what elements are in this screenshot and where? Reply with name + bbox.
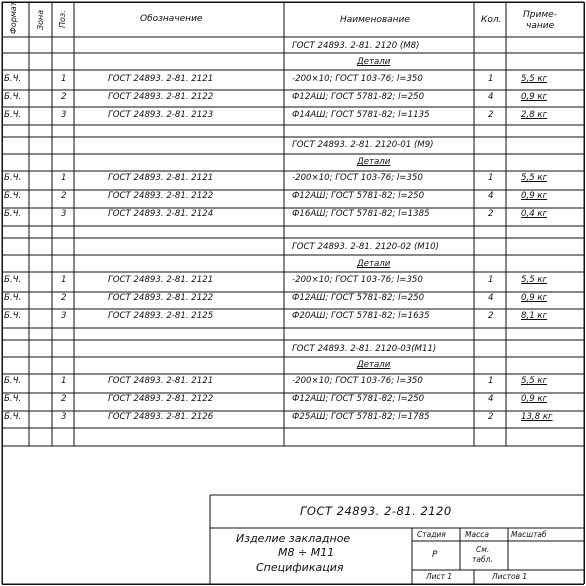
format-cell: Б.Ч.	[4, 311, 22, 321]
quantity-cell: 1	[488, 173, 494, 183]
quantity-cell: 4	[488, 191, 494, 201]
format-cell: Б.Ч.	[4, 412, 22, 422]
format-cell: Б.Ч.	[4, 275, 22, 285]
name-cell: Ф20АШ; ГОСТ 5781-82; l=1635	[292, 311, 430, 321]
name-cell: Ф12АШ; ГОСТ 5781-82; l=250	[292, 92, 425, 102]
designation-cell: ГОСТ 24893. 2-81. 2123	[108, 110, 214, 120]
designation-cell: ГОСТ 24893. 2-81. 2122	[108, 92, 214, 102]
quantity-cell: 1	[488, 376, 494, 386]
position-cell: 2	[61, 293, 67, 303]
designation-cell: ГОСТ 24893. 2-81. 2126	[108, 412, 214, 422]
group-title: ГОСТ 24893. 2-81. 2120-03(М11)	[292, 344, 437, 354]
format-cell: Б.Ч.	[4, 92, 22, 102]
note-cell: 13,8 кг	[521, 412, 553, 422]
quantity-cell: 4	[488, 394, 494, 404]
designation-cell: ГОСТ 24893. 2-81. 2121	[108, 275, 214, 285]
product-name-line2: М8 ÷ М11	[278, 546, 335, 559]
section-title: Детали	[357, 360, 391, 370]
format-cell: Б.Ч.	[4, 376, 22, 386]
position-cell: 3	[61, 209, 67, 219]
header-note-line2: чание	[526, 21, 555, 31]
note-cell: 0,9 кг	[521, 293, 548, 303]
designation-cell: ГОСТ 24893. 2-81. 2124	[108, 209, 214, 219]
note-cell: 8,1 кг	[521, 311, 548, 321]
header-position: Поз.	[58, 10, 67, 28]
name-cell: -200×10; ГОСТ 103-76; l=350	[292, 173, 423, 183]
name-cell: Ф14АШ; ГОСТ 5781-82; l=1135	[292, 110, 430, 120]
designation-cell: ГОСТ 24893. 2-81. 2121	[108, 376, 214, 386]
position-cell: 2	[61, 394, 67, 404]
name-cell: -200×10; ГОСТ 103-76; l=350	[292, 74, 423, 84]
format-cell: Б.Ч.	[4, 74, 22, 84]
position-cell: 1	[61, 275, 67, 285]
position-cell: 1	[61, 376, 67, 386]
position-cell: 3	[61, 311, 67, 321]
note-cell: 5,5 кг	[521, 376, 548, 386]
header-note-line1: Приме-	[523, 10, 557, 20]
header-zone: Зона	[36, 9, 45, 30]
position-cell: 1	[61, 173, 67, 183]
designation-cell: ГОСТ 24893. 2-81. 2122	[108, 293, 214, 303]
mass-value-line2: табл.	[472, 555, 493, 564]
header-name: Наименование	[340, 15, 410, 25]
sheet-count: Листов 1	[492, 572, 528, 581]
note-cell: 0,4 кг	[521, 209, 548, 219]
note-cell: 0,9 кг	[521, 92, 548, 102]
note-cell: 5,5 кг	[521, 74, 548, 84]
note-cell: 2,8 кг	[521, 110, 548, 120]
format-cell: Б.Ч.	[4, 293, 22, 303]
quantity-cell: 1	[488, 275, 494, 285]
note-cell: 0,9 кг	[521, 394, 548, 404]
stage-value: Р	[432, 550, 438, 560]
group-title: ГОСТ 24893. 2-81. 2120-01 (М9)	[292, 140, 434, 150]
designation-cell: ГОСТ 24893. 2-81. 2122	[108, 191, 214, 201]
name-cell: Ф12АШ; ГОСТ 5781-82; l=250	[292, 293, 425, 303]
designation-cell: ГОСТ 24893. 2-81. 2122	[108, 394, 214, 404]
note-cell: 5,5 кг	[521, 173, 548, 183]
product-name-line1: Изделие закладное	[236, 532, 351, 545]
name-cell: -200×10; ГОСТ 103-76; l=350	[292, 275, 423, 285]
header-quantity: Кол.	[481, 15, 502, 25]
scale-label: Масштаб	[511, 530, 547, 539]
position-cell: 3	[61, 412, 67, 422]
sheet-number: Лист 1	[426, 572, 453, 581]
header-designation: Обозначение	[140, 14, 203, 24]
document-type: Спецификация	[256, 561, 344, 574]
header-format: Формат	[9, 1, 18, 34]
designation-cell: ГОСТ 24893. 2-81. 2121	[108, 173, 214, 183]
doc-number: ГОСТ 24893. 2-81. 2120	[300, 504, 452, 518]
position-cell: 2	[61, 191, 67, 201]
designation-cell: ГОСТ 24893. 2-81. 2125	[108, 311, 214, 321]
section-title: Детали	[357, 259, 391, 269]
format-cell: Б.Ч.	[4, 209, 22, 219]
quantity-cell: 1	[488, 74, 494, 84]
mass-value-line1: См.	[476, 545, 490, 554]
name-cell: Ф12АШ; ГОСТ 5781-82; l=250	[292, 191, 425, 201]
section-title: Детали	[357, 57, 391, 67]
format-cell: Б.Ч.	[4, 173, 22, 183]
format-cell: Б.Ч.	[4, 110, 22, 120]
name-cell: Ф12АШ; ГОСТ 5781-82; l=250	[292, 394, 425, 404]
quantity-cell: 2	[488, 311, 494, 321]
quantity-cell: 2	[488, 209, 494, 219]
group-title: ГОСТ 24893. 2-81. 2120-02 (М10)	[292, 242, 439, 252]
note-cell: 0,9 кг	[521, 191, 548, 201]
quantity-cell: 4	[488, 293, 494, 303]
format-cell: Б.Ч.	[4, 191, 22, 201]
position-cell: 3	[61, 110, 67, 120]
name-cell: Ф25АШ; ГОСТ 5781-82; l=1785	[292, 412, 430, 422]
mass-label: Масса	[465, 530, 489, 539]
group-title: ГОСТ 24893. 2-81. 2120 (М8)	[292, 41, 420, 51]
name-cell: -200×10; ГОСТ 103-76; l=350	[292, 376, 423, 386]
name-cell: Ф16АШ; ГОСТ 5781-82; l=1385	[292, 209, 430, 219]
quantity-cell: 2	[488, 412, 494, 422]
section-title: Детали	[357, 157, 391, 167]
position-cell: 2	[61, 92, 67, 102]
format-cell: Б.Ч.	[4, 394, 22, 404]
position-cell: 1	[61, 74, 67, 84]
stage-label: Стадия	[417, 530, 446, 539]
note-cell: 5,5 кг	[521, 275, 548, 285]
quantity-cell: 4	[488, 92, 494, 102]
designation-cell: ГОСТ 24893. 2-81. 2121	[108, 74, 214, 84]
quantity-cell: 2	[488, 110, 494, 120]
